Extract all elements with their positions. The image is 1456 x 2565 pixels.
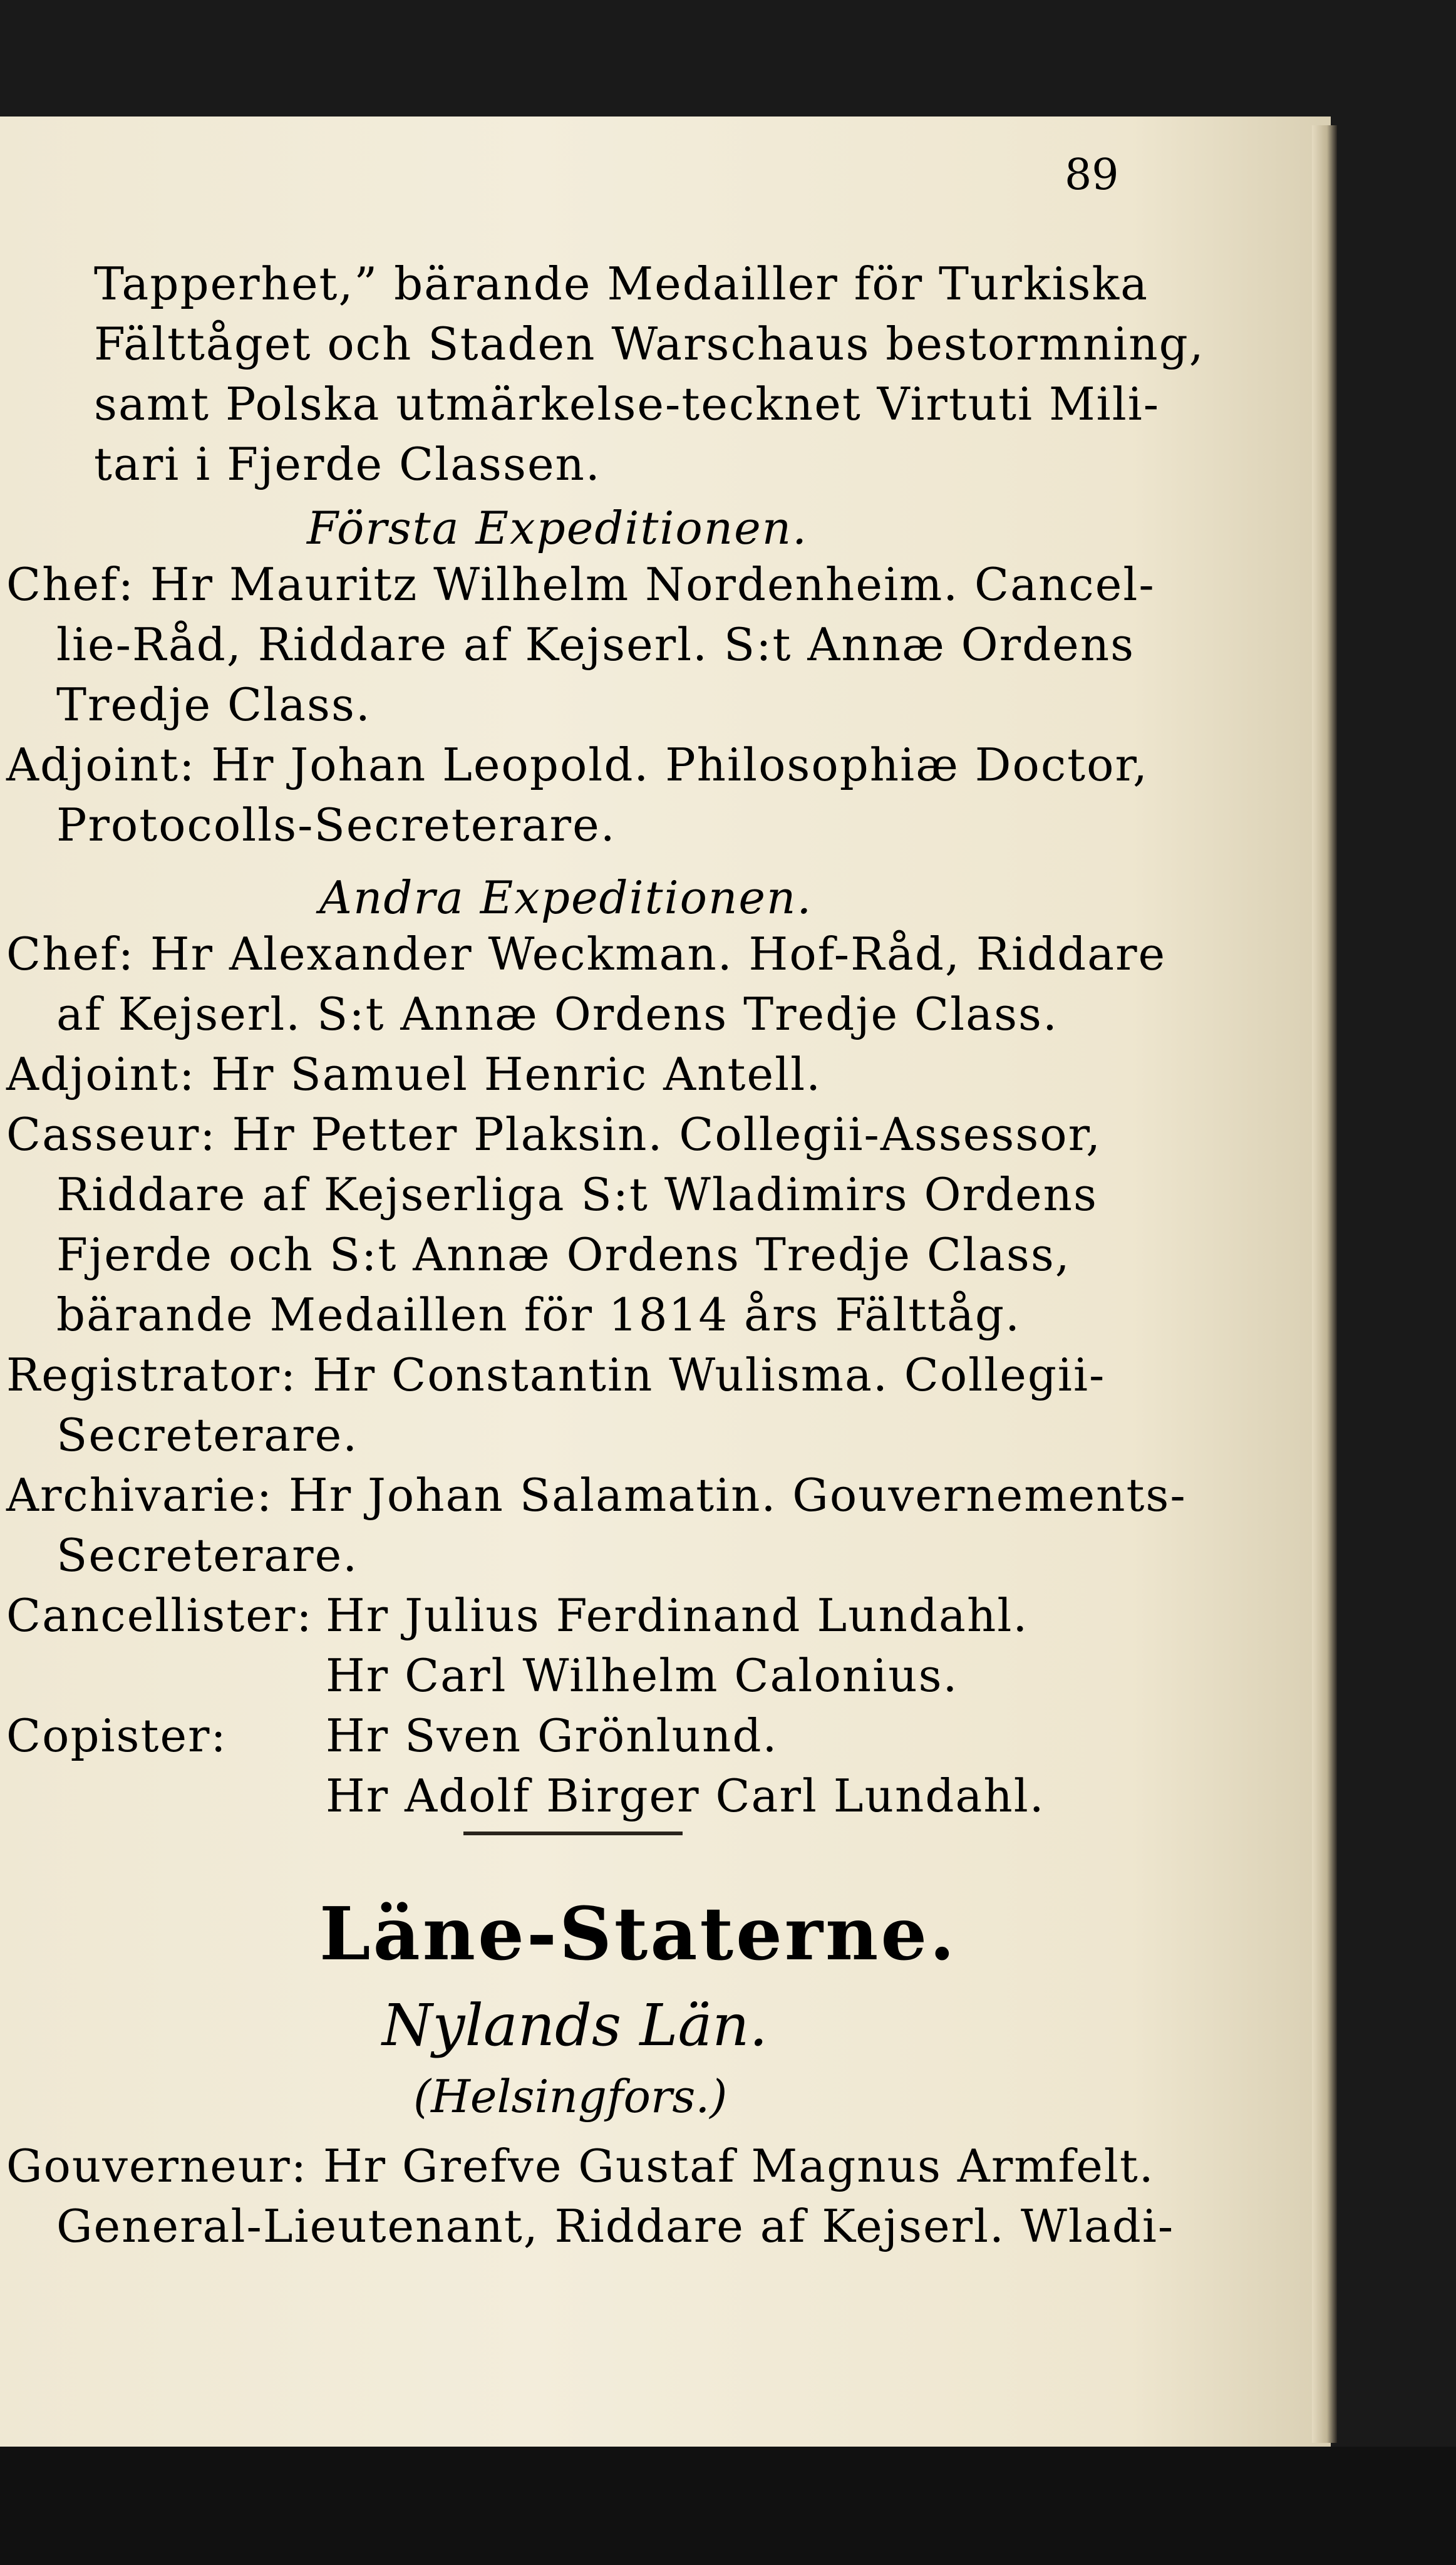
scan-border (0, 2447, 1456, 2565)
cancellister-label: Cancellister: (6, 1589, 313, 1642)
section-divider (463, 1832, 683, 1835)
page-number: 89 (1065, 150, 1119, 200)
page-edge (1312, 125, 1337, 2443)
helsingfors-subheading: (Helsingfors.) (413, 2070, 728, 2123)
copister-2: Hr Adolf Birger Carl Lundahl. (326, 1770, 1045, 1822)
first-exp-line-2: lie-Råd, Riddare af Kejserl. S:t Annæ Ordens (56, 618, 1135, 671)
intro-line-3: samt Polska utmärkelse-tecknet Virtuti Mili- (94, 378, 1160, 430)
copister-1: Hr Sven Grönlund. (326, 1709, 778, 1762)
first-exp-line-5: Protocolls-Secreterare. (56, 799, 616, 851)
second-exp-line-1: Chef: Hr Alexander Weckman. Hof-Råd, Riddare (6, 928, 1167, 980)
intro-line-1: Tapperhet,” bärande Medailler för Turkiska (94, 257, 1149, 310)
second-exp-line-3: Adjoint: Hr Samuel Henric Antell. (6, 1048, 822, 1101)
second-exp-line-8: Registrator: Hr Constantin Wulisma. Collegii- (6, 1349, 1106, 1401)
second-exp-line-6: Fjerde och S:t Annæ Ordens Tredje Class, (56, 1228, 1071, 1281)
lane-line-1: Gouverneur: Hr Grefve Gustaf Magnus Armfelt. (6, 2140, 1155, 2192)
first-expedition-heading: Första Expeditionen. (307, 502, 808, 554)
copister-label: Copister: (6, 1709, 227, 1762)
cancellister-1: Hr Julius Ferdinand Lundahl. (326, 1589, 1029, 1642)
cancellister-2: Hr Carl Wilhelm Calonius. (326, 1649, 959, 1702)
second-exp-line-7: bärande Medaillen för 1814 års Fälttåg. (56, 1288, 1021, 1341)
second-exp-line-2: af Kejserl. S:t Annæ Ordens Tredje Class. (56, 988, 1058, 1040)
intro-line-2: Fälttåget och Staden Warschaus bestormning, (94, 318, 1205, 370)
first-exp-line-1: Chef: Hr Mauritz Wilhelm Nordenheim. Cancel- (6, 558, 1155, 611)
lane-line-2: General-Lieutenant, Riddare af Kejserl. Wladi- (56, 2200, 1175, 2252)
first-exp-line-4: Adjoint: Hr Johan Leopold. Philosophiæ Doctor, (6, 738, 1149, 791)
first-exp-line-3: Tredje Class. (56, 678, 371, 731)
second-expedition-heading: Andra Expeditionen. (319, 871, 813, 924)
second-exp-line-9: Secreterare. (56, 1409, 359, 1461)
second-exp-line-10: Archivarie: Hr Johan Salamatin. Gouvernements- (6, 1469, 1187, 1521)
second-exp-line-4: Casseur: Hr Petter Plaksin. Collegii-Assessor, (6, 1108, 1102, 1161)
intro-line-4: tari i Fjerde Classen. (94, 438, 601, 490)
second-exp-line-11: Secreterare. (56, 1529, 359, 1582)
second-exp-line-5: Riddare af Kejserliga S:t Wladimirs Ordens (56, 1168, 1098, 1221)
nylands-lan-heading: Nylands Län. (382, 1992, 768, 2059)
lane-staterne-title: Läne-Staterne. (319, 1892, 958, 1977)
